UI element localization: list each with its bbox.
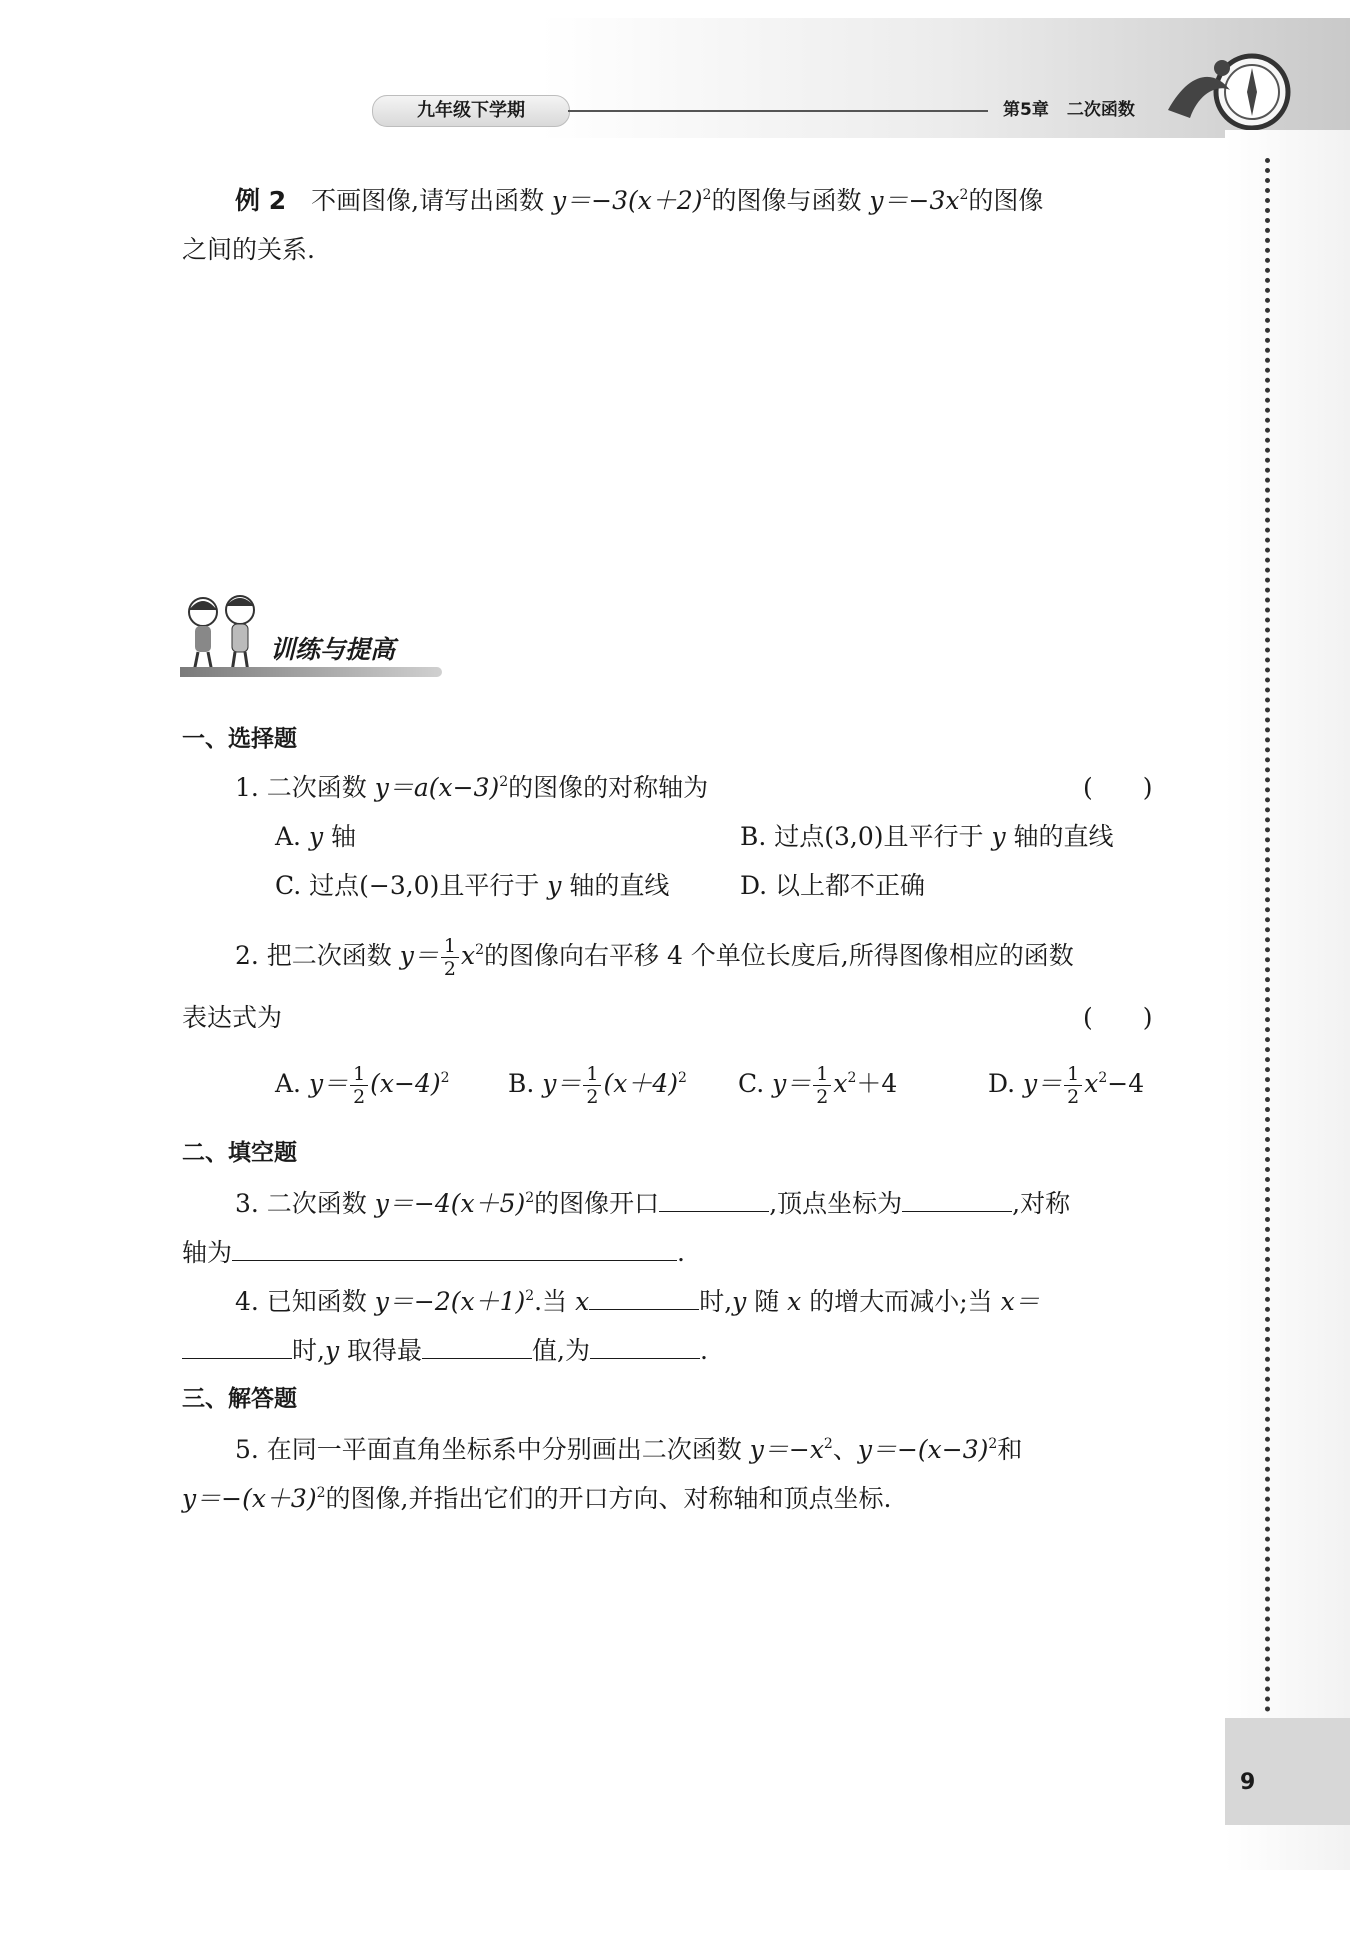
q2-option-c: C. y＝ $\frac{1}{2}$ $x^2+4$ <box>738 1063 898 1108</box>
q5-stem: 5. 在同一平面直角坐标系中分别画出二次函数 $y=-x^2$、$y=-(x-3)^2$和 <box>235 1435 1023 1464</box>
q1-option-a: A. y 轴 <box>275 822 357 851</box>
q1-option-c: C. 过点(−3,0)且平行于 y 轴的直线 <box>275 871 670 900</box>
training-title-bar <box>180 667 442 677</box>
chapter-heading <box>1003 96 1153 124</box>
q2-answer-paren: ( ) <box>1083 1003 1153 1032</box>
q1-option-b: B. 过点(3,0)且平行于 y 轴的直线 <box>740 822 1114 851</box>
blank[interactable] <box>589 1283 699 1310</box>
q3-stem: 3. 二次函数 $y=-4(x+5)^2$的图像开口 ,顶点坐标为 ,对称 <box>235 1185 1070 1222</box>
section-solve: 三、解答题 <box>182 1386 297 1412</box>
q2-option-d: D. y＝ $\frac{1}{2}$ $x^2-4$ <box>988 1063 1145 1108</box>
section-choice: 一、选择题 <box>182 726 297 752</box>
blank[interactable] <box>902 1185 1012 1212</box>
q4-stem: 4. 已知函数 $y=-2(x+1)^2$.当 x 时,y 随 x 的增大而减小;当 x＝ <box>235 1283 1040 1320</box>
blank[interactable] <box>590 1332 700 1359</box>
q2-option-b: B. y＝ $\frac{1}{2}$ $(x+4)^2$ <box>508 1063 687 1108</box>
chapter-number: 第5章 <box>1003 100 1049 120</box>
compass-runner-icon <box>1160 40 1300 140</box>
q2-line-2: 表达式为 <box>182 1003 283 1032</box>
blank[interactable] <box>422 1332 532 1359</box>
q2-stem: 2. 把二次函数 y＝ $\frac{1}{2}$ $x^2$的图像向右平移 4 个单位长度后,所得图像相应的函数 <box>235 935 1074 980</box>
blank[interactable] <box>182 1332 292 1359</box>
chapter-title: 二次函数 <box>1066 100 1135 120</box>
page-number: 9 <box>1240 1770 1256 1795</box>
kids-illustration-icon <box>178 592 268 677</box>
example-label: 例 2 <box>235 186 287 215</box>
fraction: $\frac{1}{2}$ <box>441 935 459 980</box>
training-title: 训练与提高 <box>270 635 396 664</box>
header-divider <box>568 110 988 112</box>
q1-option-d: D. 以上都不正确 <box>740 871 926 900</box>
blank[interactable] <box>232 1234 677 1261</box>
q4-line-2: 时,y 取得最 值,为 . <box>182 1332 708 1369</box>
q5-line-2: $y=-(x+3)^2$的图像,并指出它们的开口方向、对称轴和顶点坐标. <box>182 1484 892 1513</box>
dotted-margin-line <box>1265 158 1270 1713</box>
q1-stem: 1. 二次函数 $y=a(x-3)^2$的图像的对称轴为 <box>235 773 709 802</box>
section-fill: 二、填空题 <box>182 1140 297 1166</box>
grade-label: 九年级下学期 <box>372 95 570 127</box>
example-line-2: 之间的关系. <box>182 235 315 264</box>
example-line-1: 例 2 不画图像,请写出函数 $y=-3(x+2)^2$的图像与函数 $y=-3x^2$的图像 <box>235 186 1044 215</box>
blank[interactable] <box>659 1185 769 1212</box>
q1-answer-paren: ( ) <box>1083 773 1153 802</box>
q3-line-2: 轴为 . <box>182 1234 685 1271</box>
q2-option-a: A. y＝ $\frac{1}{2}$ $(x-4)^2$ <box>275 1063 450 1108</box>
margin-strip <box>1225 130 1350 1870</box>
